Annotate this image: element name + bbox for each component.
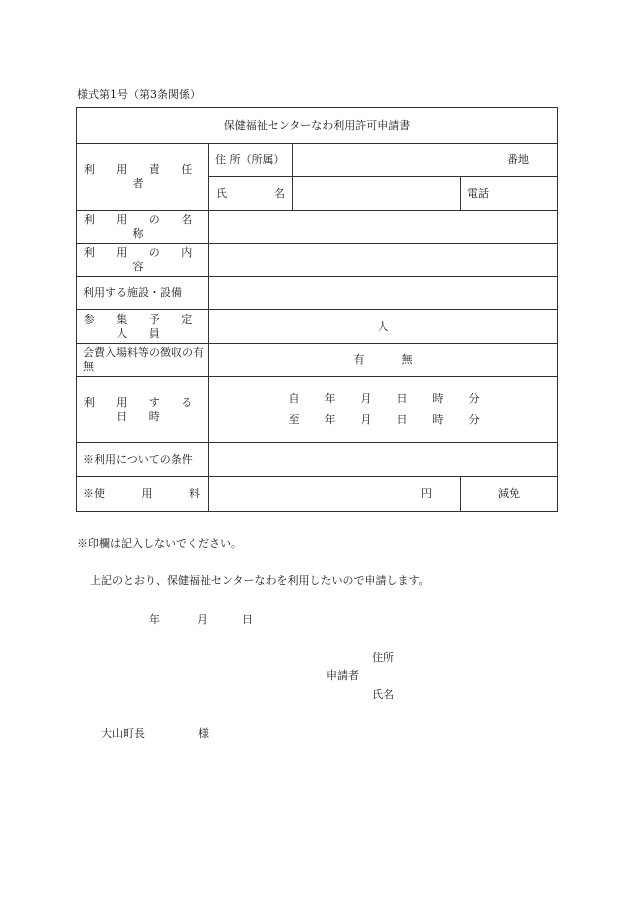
label-name — [209, 177, 293, 211]
address-suffix: 番地 — [507, 153, 529, 166]
label-name-2: 名 — [274, 186, 285, 200]
label-usage-content: 利 用 の 内 容 — [77, 244, 209, 277]
datetime-to-day: 日 — [396, 413, 408, 426]
label-usage-name: 利 用 の 名 称 — [77, 211, 209, 244]
fee-collection-yes[interactable]: 有 — [353, 353, 365, 366]
label-fee-2: 用 — [141, 487, 153, 500]
facilities-field[interactable] — [209, 277, 558, 310]
datetime-from-hour: 時 — [432, 392, 444, 405]
datetime-to-minute: 分 — [468, 413, 480, 426]
datetime-from-row — [276, 392, 492, 406]
application-form-table — [76, 107, 558, 512]
label-datetime: 利 用 す る 日 時 — [77, 377, 209, 443]
label-name-1: 氏 — [216, 186, 227, 200]
form-number: 様式第1号（第3条関係） — [77, 88, 201, 101]
date-day: 日 — [242, 613, 253, 626]
datetime-from-year: 年 — [324, 392, 336, 405]
name-field[interactable] — [293, 177, 461, 211]
conditions-field[interactable] — [209, 443, 558, 477]
date-month: 月 — [197, 613, 208, 626]
label-fee — [77, 477, 209, 512]
label-phone: 電話 — [467, 186, 489, 200]
label-fee-1: ※使 — [83, 487, 105, 500]
participants-field[interactable] — [209, 310, 558, 344]
date-year: 年 — [149, 613, 160, 626]
label-fee-3: 料 — [189, 487, 200, 500]
fee-collection-field[interactable] — [209, 344, 558, 377]
fee-unit: 円 — [421, 487, 432, 500]
applicant-address-label: 住所 — [372, 651, 394, 664]
label-participants: 参 集 予 定 人 員 — [77, 310, 209, 344]
participants-unit: 人 — [377, 319, 389, 333]
datetime-from-day: 日 — [396, 392, 408, 405]
address-field[interactable] — [293, 144, 558, 177]
phone-field[interactable] — [461, 177, 558, 211]
fee-collection-no[interactable]: 無 — [401, 353, 413, 366]
fee-exemption-field[interactable] — [461, 477, 558, 512]
applicant-name-label: 氏名 — [372, 688, 394, 701]
recipient-honorific: 様 — [198, 727, 209, 740]
applicant-label: 申請者 — [326, 669, 359, 682]
datetime-field[interactable] — [209, 377, 558, 443]
label-address: 住 所（所属） — [209, 144, 293, 177]
statement-text: 上記のとおり、保健福祉センターなわを利用したいので申請します。 — [90, 574, 430, 587]
datetime-from-minute: 分 — [468, 392, 480, 405]
datetime-from-month: 月 — [360, 392, 372, 405]
usage-content-field[interactable] — [209, 244, 558, 277]
form-title: 保健福祉センターなわ利用許可申請書 — [77, 108, 558, 144]
datetime-from-marker: 自 — [288, 392, 300, 405]
datetime-to-month: 月 — [360, 413, 372, 426]
label-conditions: ※利用についての条件 — [77, 443, 209, 477]
label-responsible-person: 利 用 責 任 者 — [77, 144, 209, 211]
fee-exemption-label: 減免 — [498, 487, 520, 500]
note-text: ※印欄は記入しないでください。 — [77, 537, 242, 550]
datetime-to-row — [276, 413, 492, 427]
fee-amount-field[interactable] — [209, 477, 461, 512]
datetime-to-marker: 至 — [288, 413, 300, 426]
datetime-to-hour: 時 — [432, 413, 444, 426]
usage-name-field[interactable] — [209, 211, 558, 244]
label-facilities: 利用する施設・設備 — [77, 277, 209, 310]
datetime-to-year: 年 — [324, 413, 336, 426]
recipient-name: 大山町長 — [101, 727, 145, 740]
label-fee-collection: 会費入場料等の徴収の有無 — [77, 344, 209, 377]
